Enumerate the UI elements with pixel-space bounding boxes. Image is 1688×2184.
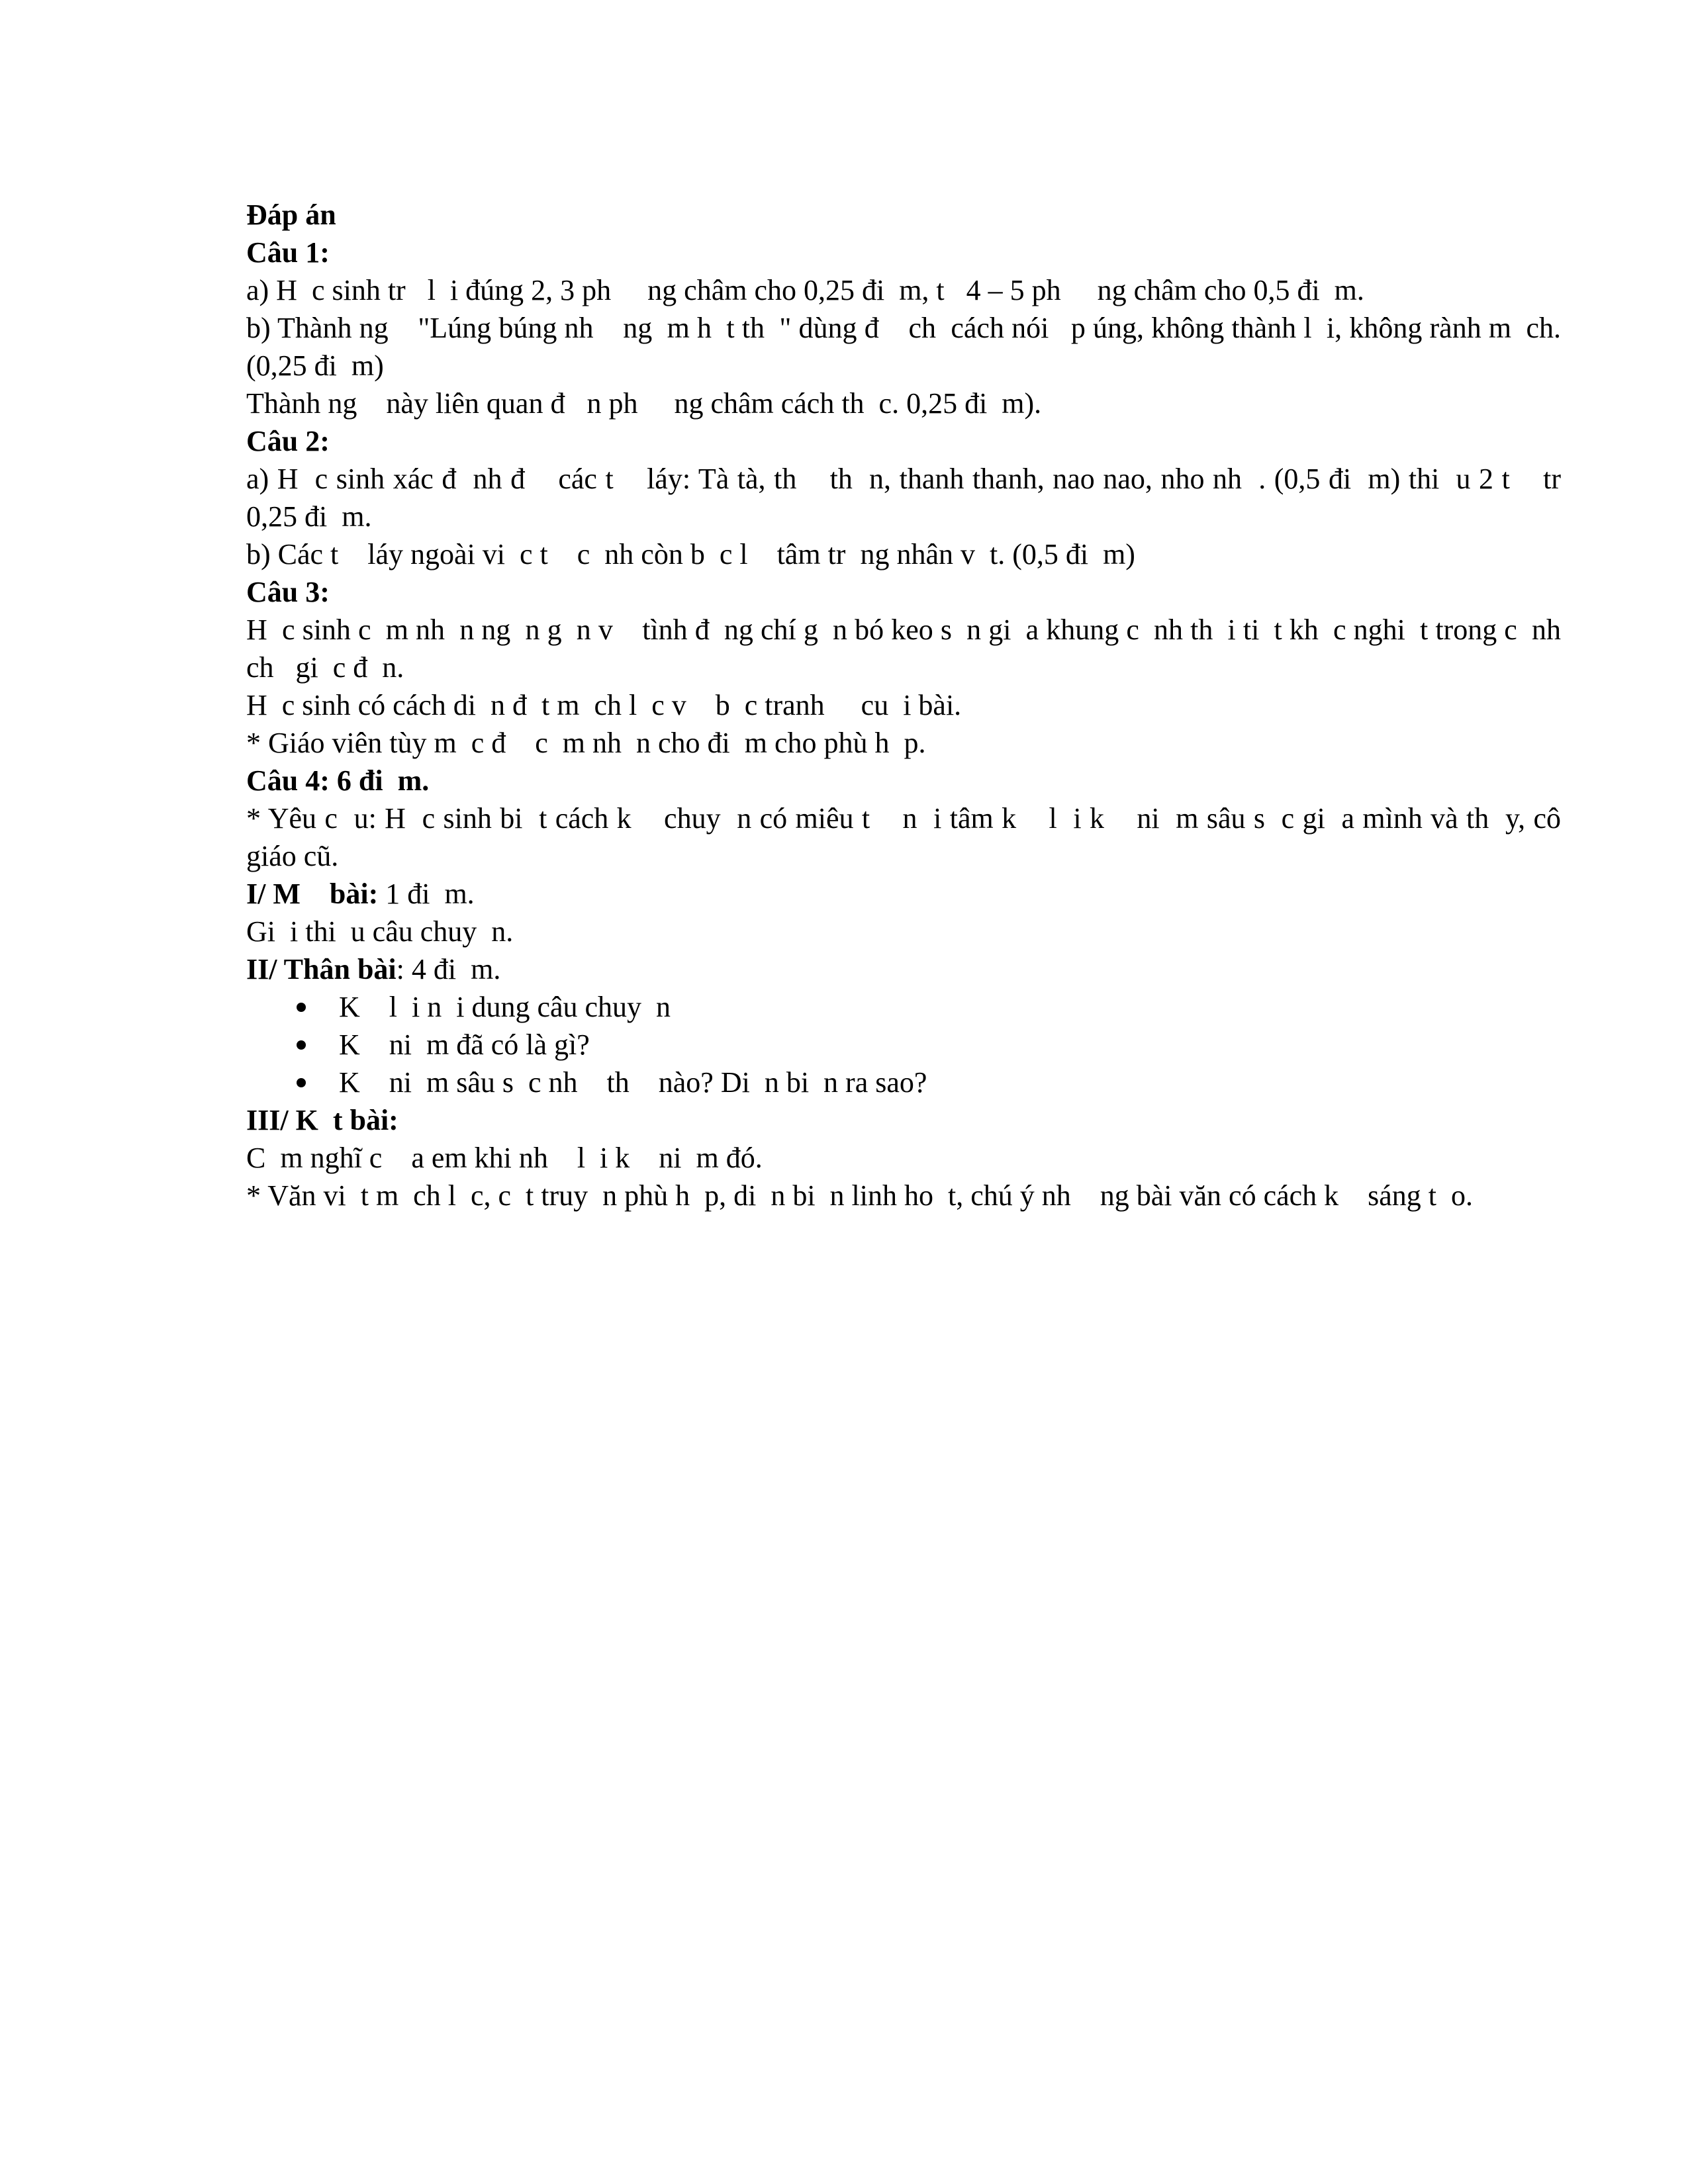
than-bai-list bbox=[246, 988, 1561, 1101]
document-title: Đáp án bbox=[246, 199, 336, 231]
than-bai-score: : 4 đi m. bbox=[396, 953, 501, 985]
question-2-answer-a: a) H c sinh xác đ nh đ các t láy: Tà tà, th th n, thanh thanh, nao nao, nho nh . (0,5 đi m) thi u 2 t tr 0,25 đi m. bbox=[246, 463, 1590, 533]
bullet-icon bbox=[297, 1040, 306, 1050]
final-note: * Văn vi t m ch l c, c t truy n phù h p, di n bi n linh ho t, chú ý nh ng bài văn có cách k sáng t o. bbox=[246, 1179, 1474, 1212]
mo-bai-label: I/ M bài: bbox=[246, 878, 379, 910]
question-3-paragraph-3: * Giáo viên tùy m c đ c m nh n cho đi m cho phù h p. bbox=[246, 727, 926, 759]
mo-bai-text: Gi i thi u câu chuy n. bbox=[246, 915, 514, 948]
question-2-heading: Câu 2: bbox=[246, 425, 330, 457]
list-item-text: K ni m sâu s c nh th nào? Di n bi n ra sao? bbox=[339, 1066, 927, 1099]
mo-bai-line bbox=[246, 875, 1561, 913]
list-item-text: K ni m đã có là gì? bbox=[339, 1028, 590, 1061]
list-item-text: K l i n i dung câu chuy n bbox=[339, 991, 671, 1023]
document-page bbox=[246, 196, 1590, 1214]
question-3-paragraph-1: H c sinh c m nh n ng n g n v tình đ ng chí g n bó keo s n gi a khung c nh th i ti t kh c nghi t trong c nh ch gi c đ n. bbox=[246, 614, 1568, 684]
ket-bai-label: III/ K t bài: bbox=[246, 1104, 399, 1136]
list-item bbox=[291, 1064, 1561, 1101]
question-1-answer-b: b) Thành ng "Lúng búng nh ng m h t th " dùng đ ch cách nói p úng, không thành l i, không rành m ch. (0,25 đi m) bbox=[246, 312, 1568, 382]
question-2-answer-b: b) Các t láy ngoài vi c t c nh còn b c l tâm tr ng nhân v t. (0,5 đi m) bbox=[246, 538, 1135, 570]
ket-bai-text: C m nghĩ c a em khi nh l i k ni m đó. bbox=[246, 1142, 763, 1174]
question-3-heading: Câu 3: bbox=[246, 576, 330, 608]
question-1-note: Thành ng này liên quan đ n ph ng châm cách th c. 0,25 đi m). bbox=[246, 387, 1042, 420]
list-item bbox=[291, 988, 1561, 1026]
question-4-requirement: * Yêu c u: H c sinh bi t cách k chuy n có miêu t n i tâm k l i k ni m sâu s c gi a mình và th y, cô giáo cũ. bbox=[246, 802, 1568, 872]
bullet-icon bbox=[297, 1078, 306, 1087]
question-1-heading: Câu 1: bbox=[246, 236, 330, 269]
question-4-heading: Câu 4: 6 đi m. bbox=[246, 764, 430, 797]
than-bai-line bbox=[246, 950, 1561, 988]
question-3-paragraph-2: H c sinh có cách di n đ t m ch l c v b c tranh cu i bài. bbox=[246, 689, 962, 721]
list-item bbox=[291, 1026, 1561, 1064]
than-bai-label: II/ Thân bài bbox=[246, 953, 397, 985]
bullet-icon bbox=[297, 1003, 306, 1012]
question-1-answer-a: a) H c sinh tr l i đúng 2, 3 ph ng châm cho 0,25 đi m, t 4 – 5 ph ng châm cho 0,5 đi m. bbox=[246, 274, 1364, 306]
mo-bai-score: 1 đi m. bbox=[378, 878, 475, 910]
